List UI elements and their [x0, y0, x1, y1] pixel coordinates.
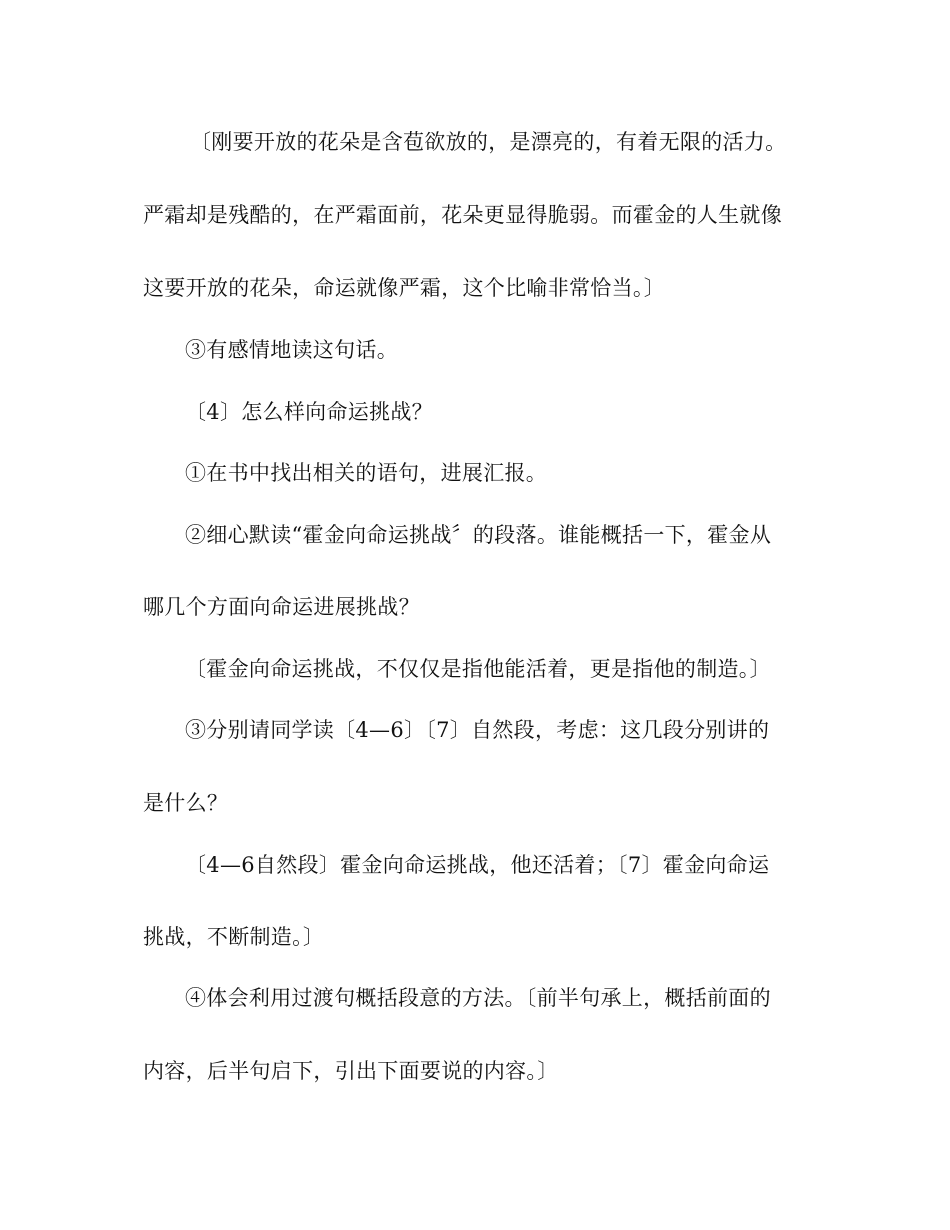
paragraph-line-1: 〔刚要开放的花朵是含苞欲放的，是漂亮的，有着无限的活力。 [190, 130, 787, 154]
paragraph-line-11: 是什么？ [143, 791, 229, 815]
paragraph-line-4: ③有感情地读这句话。 [185, 338, 398, 362]
paragraph-line-14: ④体会利用过渡句概括段意的方法。〔前半句承上，概括前面的 [185, 986, 771, 1010]
paragraph-line-5: 〔4〕怎么样向命运挑战？ [185, 400, 433, 424]
paragraph-line-3: 这要开放的花朵，命运就像严霜，这个比喻非常恰当。〕 [143, 276, 665, 300]
paragraph-line-9: 〔霍金向命运挑战，不仅仅是指他能活着，更是指他的制造。〕 [185, 657, 771, 681]
paragraph-line-6: ①在书中找出相关的语句，进展汇报。 [185, 461, 548, 485]
paragraph-line-13: 挑战，不断制造。〕 [143, 925, 325, 949]
paragraph-line-10: ③分别请同学读〔4—6〕〔7〕自然段，考虑：这几段分别讲的 [185, 718, 770, 742]
paragraph-line-12: 〔4—6自然段〕霍金向命运挑战，他还活着；〔7〕霍金向命运 [185, 853, 770, 877]
paragraph-line-8: 哪几个方面向命运进展挑战？ [143, 595, 420, 619]
paragraph-line-7: ②细心默读“霍金向命运挑战〞的段落。谁能概括一下，霍金从 [185, 523, 772, 547]
paragraph-line-15: 内容，后半句启下，引出下面要说的内容。〕 [143, 1059, 559, 1083]
paragraph-line-2: 严霜却是残酷的，在严霜面前，花朵更显得脆弱。而霍金的人生就像 [143, 203, 782, 227]
